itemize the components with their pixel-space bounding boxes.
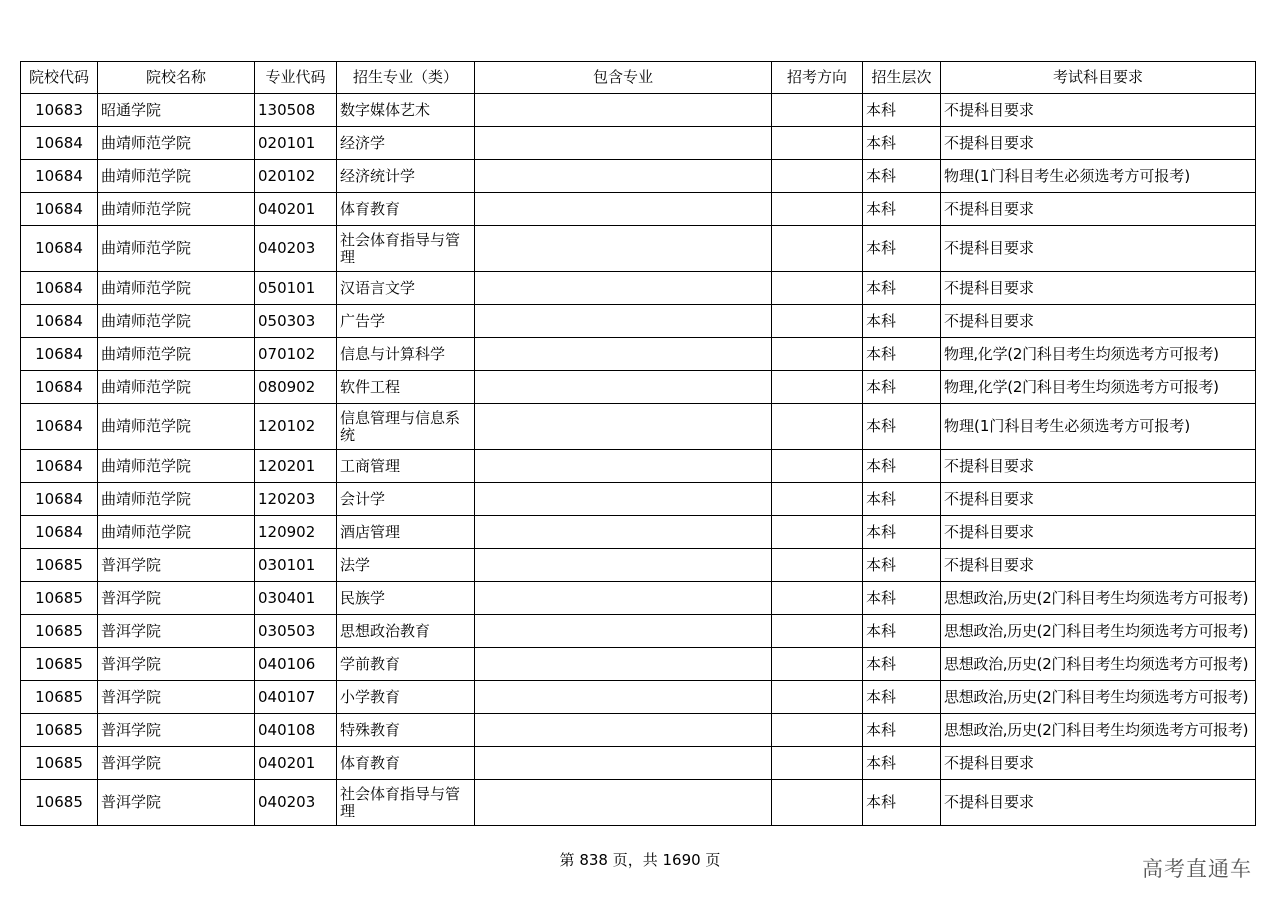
cell-direction <box>772 404 863 450</box>
cell-school-code: 10684 <box>21 193 98 226</box>
cell-level: 本科 <box>863 483 941 516</box>
cell-school-code: 10684 <box>21 305 98 338</box>
cell-school-code: 10684 <box>21 404 98 450</box>
page-number: 第 838 页，共 1690 页 <box>559 851 721 869</box>
header-included-majors: 包含专业 <box>475 62 772 94</box>
cell-major: 广告学 <box>337 305 475 338</box>
cell-school-code: 10685 <box>21 648 98 681</box>
cell-school-name: 普洱学院 <box>98 747 255 780</box>
cell-major: 思想政治教育 <box>337 615 475 648</box>
cell-subject-requirements: 不提科目要求 <box>941 94 1256 127</box>
table-header-row <box>21 62 1256 94</box>
cell-included-majors <box>475 338 772 371</box>
cell-subject-requirements: 不提科目要求 <box>941 549 1256 582</box>
cell-included-majors <box>475 226 772 272</box>
cell-level: 本科 <box>863 94 941 127</box>
cell-major: 民族学 <box>337 582 475 615</box>
cell-school-code: 10684 <box>21 127 98 160</box>
subject-requirement-text: 思想政治,历史(2门科目考生均须选考方可报考) <box>944 655 1249 673</box>
cell-major: 经济统计学 <box>337 160 475 193</box>
cell-subject-requirements: 物理(1门科目考生必须选考方可报考) <box>941 404 1256 450</box>
cell-major-code: 020102 <box>255 160 337 193</box>
cell-level: 本科 <box>863 582 941 615</box>
cell-level: 本科 <box>863 371 941 404</box>
cell-major-code: 040201 <box>255 747 337 780</box>
cell-included-majors <box>475 305 772 338</box>
table-row <box>21 681 1256 714</box>
cell-level: 本科 <box>863 549 941 582</box>
cell-included-majors <box>475 516 772 549</box>
header-school-name: 院校名称 <box>98 62 255 94</box>
cell-subject-requirements <box>941 714 1256 747</box>
cell-school-code: 10684 <box>21 338 98 371</box>
cell-major: 酒店管理 <box>337 516 475 549</box>
cell-level: 本科 <box>863 404 941 450</box>
cell-direction <box>772 483 863 516</box>
table-row <box>21 549 1256 582</box>
cell-subject-requirements <box>941 582 1256 615</box>
cell-school-code: 10685 <box>21 714 98 747</box>
cell-direction <box>772 226 863 272</box>
cell-included-majors <box>475 272 772 305</box>
cell-subject-requirements <box>941 338 1256 371</box>
cell-included-majors <box>475 714 772 747</box>
cell-school-code: 10685 <box>21 681 98 714</box>
cell-direction <box>772 450 863 483</box>
table-row <box>21 305 1256 338</box>
cell-direction <box>772 714 863 747</box>
header-level: 招生层次 <box>863 62 941 94</box>
cell-direction <box>772 681 863 714</box>
subject-requirement-text: 思想政治,历史(2门科目考生均须选考方可报考) <box>944 622 1249 640</box>
cell-school-name: 曲靖师范学院 <box>98 305 255 338</box>
header-school-code: 院校代码 <box>21 62 98 94</box>
cell-major-code: 040201 <box>255 193 337 226</box>
cell-direction <box>772 371 863 404</box>
cell-major-code: 120201 <box>255 450 337 483</box>
table-row <box>21 747 1256 780</box>
cell-direction <box>772 160 863 193</box>
cell-subject-requirements: 不提科目要求 <box>941 127 1256 160</box>
cell-subject-requirements <box>941 681 1256 714</box>
cell-major-code: 030401 <box>255 582 337 615</box>
cell-school-code: 10684 <box>21 272 98 305</box>
cell-school-name: 普洱学院 <box>98 582 255 615</box>
cell-level: 本科 <box>863 127 941 160</box>
cell-subject-requirements: 不提科目要求 <box>941 747 1256 780</box>
cell-level: 本科 <box>863 338 941 371</box>
table-row <box>21 193 1256 226</box>
table-row <box>21 483 1256 516</box>
cell-included-majors <box>475 615 772 648</box>
cell-subject-requirements <box>941 648 1256 681</box>
cell-direction <box>772 747 863 780</box>
cell-level: 本科 <box>863 160 941 193</box>
cell-level: 本科 <box>863 305 941 338</box>
table-row <box>21 714 1256 747</box>
cell-school-code: 10685 <box>21 780 98 826</box>
cell-included-majors <box>475 648 772 681</box>
cell-level: 本科 <box>863 226 941 272</box>
cell-level: 本科 <box>863 450 941 483</box>
cell-level: 本科 <box>863 193 941 226</box>
cell-major: 信息与计算科学 <box>337 338 475 371</box>
cell-school-code: 10684 <box>21 516 98 549</box>
cell-school-name: 曲靖师范学院 <box>98 516 255 549</box>
cell-school-name: 曲靖师范学院 <box>98 160 255 193</box>
cell-major-code: 120102 <box>255 404 337 450</box>
cell-school-name: 曲靖师范学院 <box>98 193 255 226</box>
subject-requirement-text: 思想政治,历史(2门科目考生均须选考方可报考) <box>944 688 1249 706</box>
cell-included-majors <box>475 780 772 826</box>
cell-direction <box>772 193 863 226</box>
watermark-logo: 高考直通车 <box>1142 857 1252 881</box>
cell-direction <box>772 272 863 305</box>
cell-level: 本科 <box>863 272 941 305</box>
cell-level: 本科 <box>863 780 941 826</box>
cell-subject-requirements: 不提科目要求 <box>941 450 1256 483</box>
cell-subject-requirements: 不提科目要求 <box>941 226 1256 272</box>
subject-requirement-text: 思想政治,历史(2门科目考生均须选考方可报考) <box>944 589 1249 607</box>
subject-requirement-text: 思想政治,历史(2门科目考生均须选考方可报考) <box>944 721 1249 739</box>
cell-included-majors <box>475 549 772 582</box>
cell-direction <box>772 582 863 615</box>
cell-school-name: 普洱学院 <box>98 780 255 826</box>
cell-school-code: 10685 <box>21 615 98 648</box>
cell-included-majors <box>475 404 772 450</box>
cell-school-name: 普洱学院 <box>98 549 255 582</box>
cell-major: 经济学 <box>337 127 475 160</box>
table-row <box>21 516 1256 549</box>
cell-direction <box>772 780 863 826</box>
cell-level: 本科 <box>863 747 941 780</box>
header-direction: 招考方向 <box>772 62 863 94</box>
cell-school-code: 10685 <box>21 582 98 615</box>
cell-major-code: 040106 <box>255 648 337 681</box>
cell-major-code: 070102 <box>255 338 337 371</box>
cell-included-majors <box>475 160 772 193</box>
cell-major: 软件工程 <box>337 371 475 404</box>
cell-direction <box>772 94 863 127</box>
cell-major: 体育教育 <box>337 193 475 226</box>
cell-major-code: 120902 <box>255 516 337 549</box>
cell-major: 学前教育 <box>337 648 475 681</box>
header-major-code: 专业代码 <box>255 62 337 94</box>
cell-included-majors <box>475 193 772 226</box>
cell-direction <box>772 338 863 371</box>
cell-major: 信息管理与信息系统 <box>337 404 475 450</box>
cell-major: 小学教育 <box>337 681 475 714</box>
cell-school-name: 曲靖师范学院 <box>98 226 255 272</box>
cell-included-majors <box>475 127 772 160</box>
cell-school-code: 10684 <box>21 160 98 193</box>
cell-included-majors <box>475 371 772 404</box>
cell-major-code: 050303 <box>255 305 337 338</box>
cell-school-name: 曲靖师范学院 <box>98 450 255 483</box>
cell-direction <box>772 615 863 648</box>
cell-direction <box>772 648 863 681</box>
cell-major: 工商管理 <box>337 450 475 483</box>
cell-major-code: 080902 <box>255 371 337 404</box>
cell-major-code: 130508 <box>255 94 337 127</box>
cell-major-code: 040203 <box>255 226 337 272</box>
cell-subject-requirements: 不提科目要求 <box>941 483 1256 516</box>
cell-school-code: 10684 <box>21 371 98 404</box>
table-row <box>21 226 1256 272</box>
cell-school-name: 普洱学院 <box>98 681 255 714</box>
cell-school-name: 昭通学院 <box>98 94 255 127</box>
cell-school-code: 10684 <box>21 483 98 516</box>
table-row <box>21 160 1256 193</box>
cell-included-majors <box>475 94 772 127</box>
cell-school-code: 10683 <box>21 94 98 127</box>
cell-direction <box>772 516 863 549</box>
cell-school-name: 普洱学院 <box>98 648 255 681</box>
cell-school-name: 曲靖师范学院 <box>98 371 255 404</box>
cell-direction <box>772 305 863 338</box>
cell-major-code: 030503 <box>255 615 337 648</box>
cell-major: 汉语言文学 <box>337 272 475 305</box>
admissions-table <box>20 61 1256 826</box>
cell-major-code: 050101 <box>255 272 337 305</box>
cell-major-code: 030101 <box>255 549 337 582</box>
cell-school-name: 曲靖师范学院 <box>98 404 255 450</box>
cell-major: 特殊教育 <box>337 714 475 747</box>
table-row <box>21 780 1256 826</box>
cell-major-code: 040203 <box>255 780 337 826</box>
table-row <box>21 371 1256 404</box>
cell-school-name: 曲靖师范学院 <box>98 127 255 160</box>
cell-level: 本科 <box>863 714 941 747</box>
cell-level: 本科 <box>863 615 941 648</box>
cell-major: 会计学 <box>337 483 475 516</box>
table-row <box>21 648 1256 681</box>
table-body <box>21 94 1256 826</box>
cell-school-code: 10685 <box>21 747 98 780</box>
cell-subject-requirements: 物理(1门科目考生必须选考方可报考) <box>941 160 1256 193</box>
cell-major-code: 020101 <box>255 127 337 160</box>
cell-school-name: 曲靖师范学院 <box>98 272 255 305</box>
table-row <box>21 338 1256 371</box>
cell-level: 本科 <box>863 516 941 549</box>
cell-subject-requirements: 不提科目要求 <box>941 193 1256 226</box>
cell-major: 数字媒体艺术 <box>337 94 475 127</box>
cell-school-name: 曲靖师范学院 <box>98 338 255 371</box>
table-row <box>21 404 1256 450</box>
cell-subject-requirements: 不提科目要求 <box>941 516 1256 549</box>
cell-school-code: 10684 <box>21 226 98 272</box>
cell-included-majors <box>475 681 772 714</box>
cell-major: 体育教育 <box>337 747 475 780</box>
table-row <box>21 450 1256 483</box>
cell-included-majors <box>475 747 772 780</box>
cell-major: 社会体育指导与管理 <box>337 226 475 272</box>
cell-school-name: 曲靖师范学院 <box>98 483 255 516</box>
header-subject-requirements: 考试科目要求 <box>941 62 1256 94</box>
table-row <box>21 615 1256 648</box>
cell-subject-requirements <box>941 615 1256 648</box>
cell-major-code: 120203 <box>255 483 337 516</box>
cell-subject-requirements: 不提科目要求 <box>941 272 1256 305</box>
cell-level: 本科 <box>863 648 941 681</box>
cell-school-code: 10684 <box>21 450 98 483</box>
cell-direction <box>772 549 863 582</box>
cell-included-majors <box>475 450 772 483</box>
cell-included-majors <box>475 483 772 516</box>
table-row <box>21 272 1256 305</box>
subject-requirement-text: 物理,化学(2门科目考生均须选考方可报考) <box>944 345 1219 363</box>
cell-direction <box>772 127 863 160</box>
cell-major-code: 040107 <box>255 681 337 714</box>
header-major: 招生专业（类） <box>337 62 475 94</box>
cell-subject-requirements: 不提科目要求 <box>941 780 1256 826</box>
cell-subject-requirements <box>941 371 1256 404</box>
cell-school-name: 普洱学院 <box>98 615 255 648</box>
cell-major: 法学 <box>337 549 475 582</box>
subject-requirement-text: 物理,化学(2门科目考生均须选考方可报考) <box>944 378 1219 396</box>
cell-major: 社会体育指导与管理 <box>337 780 475 826</box>
table-row <box>21 127 1256 160</box>
table-row <box>21 94 1256 127</box>
cell-included-majors <box>475 582 772 615</box>
cell-subject-requirements: 不提科目要求 <box>941 305 1256 338</box>
table-row <box>21 582 1256 615</box>
cell-major-code: 040108 <box>255 714 337 747</box>
cell-school-code: 10685 <box>21 549 98 582</box>
cell-school-name: 普洱学院 <box>98 714 255 747</box>
cell-level: 本科 <box>863 681 941 714</box>
